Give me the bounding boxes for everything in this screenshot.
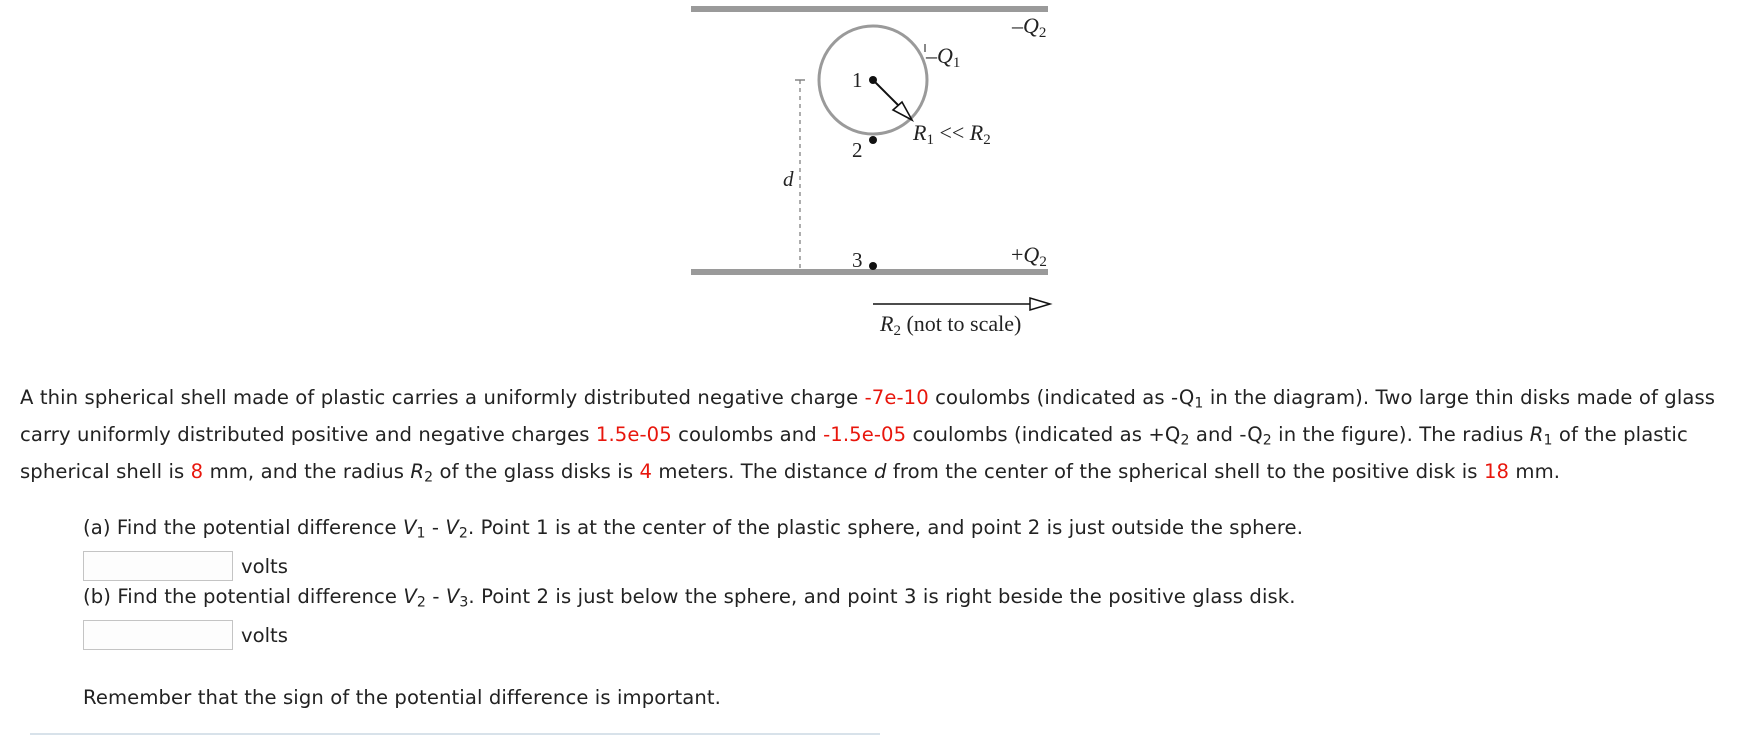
problem-statement: A thin spherical shell made of plastic carries a uniformly distributed negative charge -7e-10 coulombs (indicated as $-Q_1$ in the diagram). Two large thin disks made of glass carry uniformly distributed positive and negative charges 1.5e-05 coulombs and -1.5e-05 coulombs (indicated as $+Q_2$ and $-Q_2$ in the figure). The radius $R_1$ of the plastic spherical shell is 8 mm, and the radius $R_2$ of the glass disks is 4 meters. The distance d from the center of the spherical shell to the positive disk is 18 mm. — [20, 386, 1716, 486]
point-2-dot — [869, 136, 877, 144]
sign-reminder: Remember that the sign of the potential difference is important. — [83, 686, 722, 709]
point-2-label: 2 — [852, 138, 863, 162]
part-a-question: (a) Find the potential difference $V_1 - V_2$. Point 1 is at the center of the plastic sphere, and point 2 is just outside the sphere. — [83, 516, 1304, 542]
neg-q1-label: –Q1 — [926, 43, 961, 71]
radius-r1-arrow — [873, 80, 912, 120]
point-1-label: 1 — [852, 68, 863, 92]
r2-value: 4 — [639, 460, 653, 483]
positive-glass-disk — [691, 269, 1048, 275]
q2-negative-value: -1.5e-05 — [823, 423, 907, 446]
part-b-unit-label: volts — [241, 623, 288, 647]
r2-not-to-scale-label: R2 (not to scale) — [880, 311, 1022, 339]
r1-value: 8 — [190, 460, 204, 483]
charged-disks-diagram — [690, 0, 1070, 345]
r1-much-less-r2-label: R1 << R2 — [913, 120, 991, 148]
bottom-divider — [30, 733, 880, 735]
part-a-answer-row — [83, 550, 288, 582]
neg-q2-label: –Q2 — [1012, 13, 1047, 41]
pos-q2-label: +Q2 — [1011, 242, 1047, 270]
q1-value: -7e-10 — [864, 386, 929, 409]
d-value: 18 — [1483, 460, 1510, 483]
point-1-dot — [869, 76, 877, 84]
part-b-answer-input[interactable] — [83, 620, 233, 650]
q2-value: 1.5e-05 — [595, 423, 672, 446]
part-a-answer-input[interactable] — [83, 551, 233, 581]
point-3-label: 3 — [852, 248, 863, 272]
part-b-answer-row — [83, 619, 288, 651]
distance-d-marker — [795, 80, 805, 270]
negative-glass-disk — [691, 6, 1048, 12]
part-b-question: (b) Find the potential difference $V_2 - V_3$. Point 2 is just below the sphere, and point 3 is right beside the positive glass disk. — [83, 585, 1296, 611]
distance-d-label: d — [783, 167, 794, 191]
point-3-dot — [869, 262, 877, 270]
part-a-unit-label: volts — [241, 554, 288, 578]
radius-r2-arrow — [873, 298, 1050, 310]
